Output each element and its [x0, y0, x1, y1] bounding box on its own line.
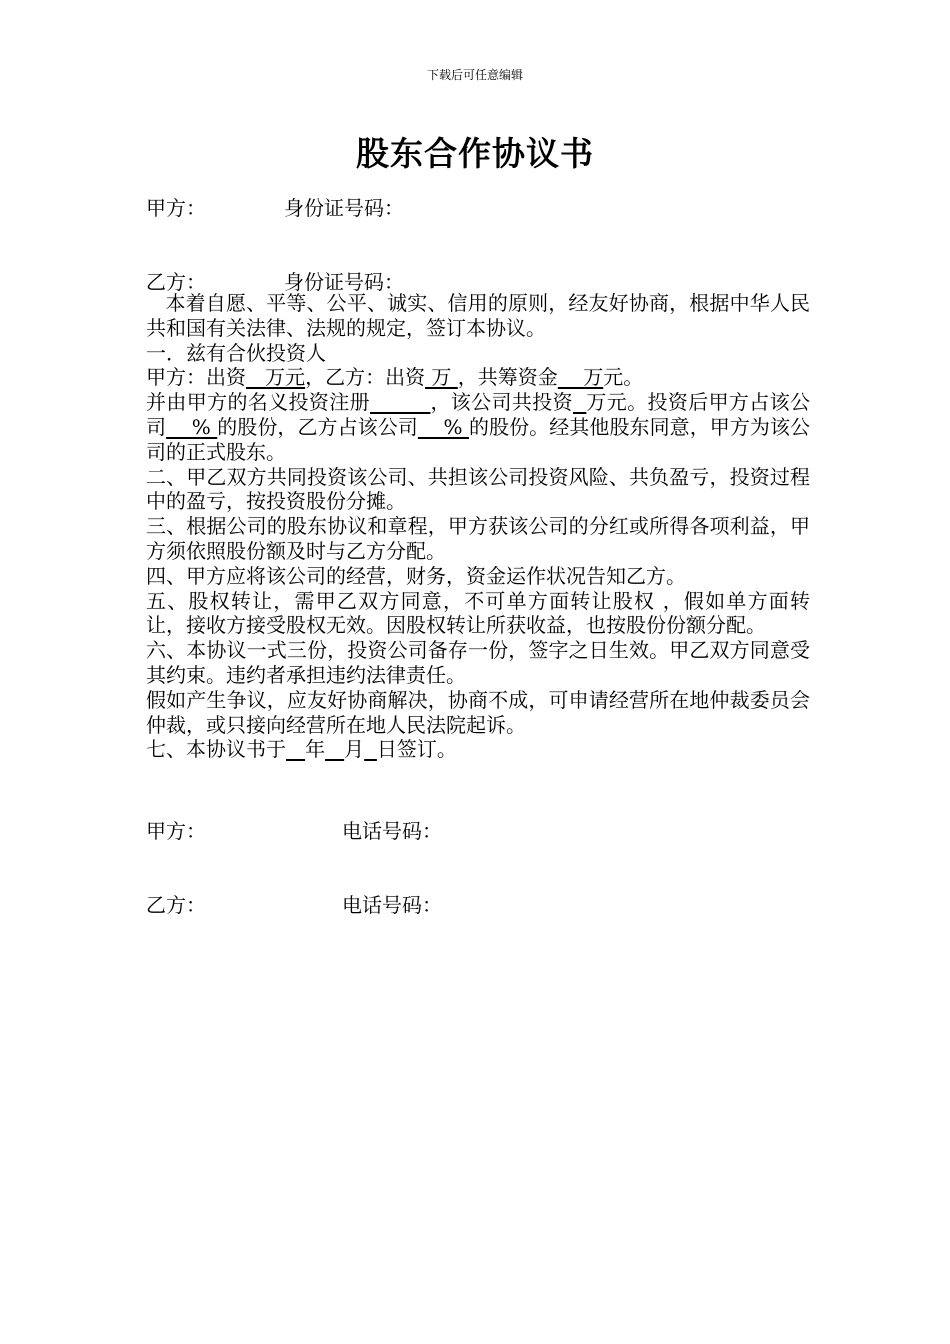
- signature-party-b-phone-label: 电话号码：: [342, 893, 442, 917]
- party-b-amount-blank: 万: [425, 365, 458, 390]
- year-blank: [286, 737, 305, 761]
- party-b-share-blank: %: [417, 414, 469, 439]
- party-a-id-label: 身份证号码：: [284, 196, 404, 220]
- header-note: 下载后可任意编辑: [426, 68, 523, 82]
- section-7-signing-date: [146, 737, 810, 762]
- text: 七、本协议书于: [146, 737, 286, 762]
- section-6: 六、本协议一式三份，投资公司备存一份，签字之日生效。甲乙双方同意受其约束。违约者承担违约法律责任。: [146, 638, 810, 687]
- signature-party-a-phone-label: 电话号码：: [342, 819, 442, 843]
- day-blank: [364, 737, 377, 761]
- month-blank: [325, 737, 344, 761]
- section-2: 二、甲乙双方共同投资该公司、共担该公司投资风险、共负盈亏，投资过程中的盈亏，按投资股份分摊。: [146, 464, 810, 514]
- party-a-label: 甲方：: [146, 196, 206, 220]
- text: 的股份。经其他股东同意，甲方为该公司的正式股东。: [146, 414, 811, 464]
- agreement-body: [146, 291, 810, 762]
- signature-party-b-line: [146, 889, 442, 918]
- text: 甲方：出资: [146, 365, 246, 390]
- party-b-label: 乙方：: [146, 270, 206, 294]
- text: 元。: [603, 365, 644, 390]
- text: ，乙方：出资: [305, 365, 426, 390]
- text: ，该公司共投资: [430, 390, 573, 415]
- signature-party-a-label: 甲方：: [146, 819, 206, 843]
- section-1-registration: [146, 390, 810, 464]
- text: ，共筹资金: [457, 365, 558, 390]
- company-name-blank: [370, 390, 430, 414]
- text: 日签订。: [376, 737, 457, 762]
- section-5: 五、股权转让，需甲乙双方同意，不可单方面转让股权 ，假如单方面转让，接收方接受股权无效。因股权转让所获收益，也按股份份额分配。: [146, 588, 810, 638]
- intro-paragraph: 本着自愿、平等、公平、诚实、信用的原则，经友好协商，根据中华人民共和国有关法律、法规的规定，签订本协议。: [146, 291, 811, 340]
- document-title: 股东合作协议书: [356, 134, 594, 173]
- text: 年: [305, 737, 326, 762]
- text: 月: [344, 737, 365, 762]
- section-1-heading: 一．兹有合伙投资人: [146, 340, 326, 365]
- section-3: 三、根据公司的股东协议和章程，甲方获该公司的分红或所得各项利益，甲方须依照股份额及时与乙方分配。: [146, 514, 810, 563]
- signature-party-b-label: 乙方：: [146, 893, 206, 917]
- text: 并由甲方的名义投资注册: [146, 390, 370, 415]
- total-funds-blank: 万: [557, 365, 604, 390]
- investment-amount-blank: [573, 390, 586, 414]
- section-4: 四、甲方应将该公司的经营，财务，资金运作状况告知乙方。: [146, 563, 686, 588]
- text: 的股份，乙方占该公司: [217, 414, 418, 439]
- section-1-contribution-line: [146, 365, 810, 390]
- party-a-line: [146, 192, 404, 221]
- party-b-id-label: 身份证号码：: [284, 270, 404, 294]
- dispute-clause: 假如产生争议，应友好协商解决，协商不成，可申请经营所在地仲裁委员会仲裁，或只接向经营所在地人民法院起诉。: [146, 687, 810, 737]
- party-a-amount-blank: 万元: [246, 365, 306, 390]
- signature-party-a-line: [146, 815, 442, 844]
- text: 万元。投资后甲方占该公司: [146, 390, 811, 439]
- party-a-share-blank: %: [166, 414, 218, 439]
